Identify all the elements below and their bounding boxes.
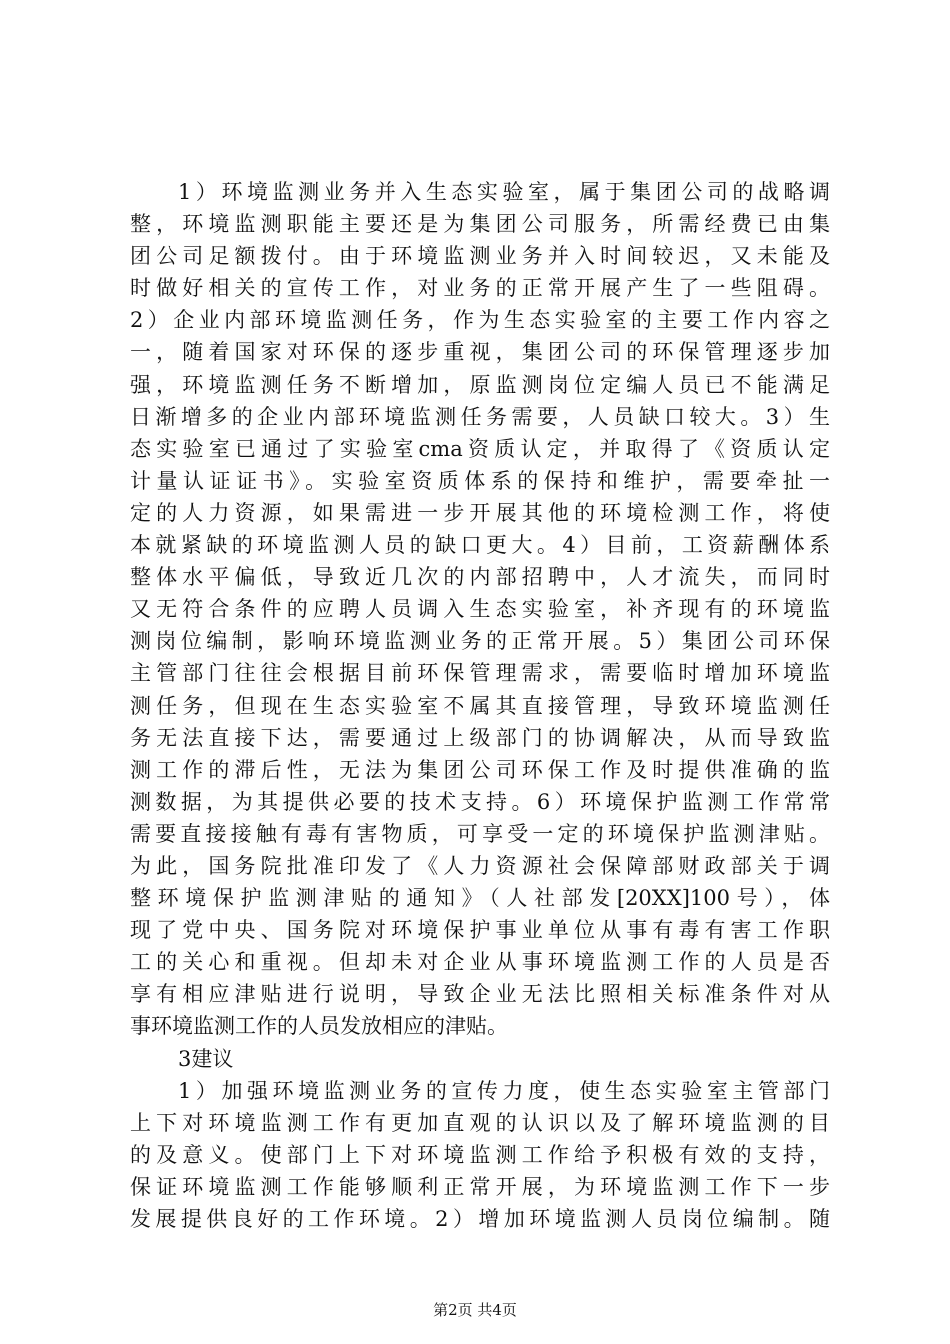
paragraph-line: 需要直接接触有毒有害物质，可享受一定的环境保护监测津贴。 bbox=[130, 821, 830, 846]
paragraph-line: 整，环境监测职能主要还是为集团公司服务，所需经费已由集 bbox=[130, 212, 830, 237]
body-text bbox=[130, 176, 830, 1235]
paragraph-line: 测任务，但现在生态实验室不属其直接管理，导致环境监测任 bbox=[130, 693, 830, 718]
paragraph-line: 享有相应津贴进行说明，导致企业无法比照相关标准条件对从 bbox=[130, 982, 830, 1007]
paragraph-line: 时做好相关的宣传工作，对业务的正常开展产生了一些阻碍。 bbox=[130, 276, 830, 301]
paragraph-line: 整体水平偏低，导致近几次的内部招聘中，人才流失，而同时 bbox=[130, 565, 830, 590]
paragraph-line: 务无法直接下达，需要通过上级部门的协调解决，从而导致监 bbox=[130, 725, 830, 750]
page-number-label: 第2页 共4页 bbox=[433, 1301, 517, 1319]
paragraph-line: 测工作的滞后性，无法为集团公司环保工作及时提供准确的监 bbox=[130, 757, 830, 782]
paragraph-line: 发展提供良好的工作环境。2）增加环境监测人员岗位编制。随 bbox=[130, 1207, 830, 1231]
paragraph-line: 保证环境监测工作能够顺利正常开展，为环境监测工作下一步 bbox=[130, 1174, 830, 1199]
paragraph-line: 本就紧缺的环境监测人员的缺口更大。4）目前，工资薪酬体系 bbox=[130, 533, 830, 558]
paragraph-line: 态实验室已通过了实验室cma资质认定，并取得了《资质认定 bbox=[130, 436, 830, 461]
paragraph-line: 2）企业内部环境监测任务，作为生态实验室的主要工作内容之 bbox=[130, 308, 830, 333]
paragraph-line: 一，随着国家对环保的逐步重视，集团公司的环保管理逐步加 bbox=[130, 340, 830, 365]
paragraph-line: 1）加强环境监测业务的宣传力度，使生态实验室主管部门 bbox=[178, 1078, 830, 1103]
paragraph-line: 日渐增多的企业内部环境监测任务需要，人员缺口较大。3）生 bbox=[130, 404, 830, 429]
paragraph-line: 测岗位编制，影响环境监测业务的正常开展。5）集团公司环保 bbox=[130, 629, 830, 654]
paragraph-line: 现了党中央、国务院对环境保护事业单位从事有毒有害工作职 bbox=[130, 918, 830, 943]
paragraph-line: 1）环境监测业务并入生态实验室，属于集团公司的战略调 bbox=[178, 180, 830, 204]
paragraph-line: 强，环境监测任务不断增加，原监测岗位定编人员已不能满足 bbox=[130, 372, 830, 397]
paragraph-line: 的及意义。使部门上下对环境监测工作给予积极有效的支持， bbox=[130, 1142, 830, 1167]
paragraph-line: 工的关心和重视。但却未对企业从事环境监测工作的人员是否 bbox=[130, 950, 830, 975]
paragraph-line: 又无符合条件的应聘人员调入生态实验室，补齐现有的环境监 bbox=[130, 597, 830, 622]
paragraph-line: 事环境监测工作的人员发放相应的津贴。 bbox=[130, 1014, 508, 1039]
paragraph-line: 计量认证证书》。实验室资质体系的保持和维护，需要牵扯一 bbox=[130, 468, 830, 493]
paragraph-line: 上下对环境监测工作有更加直观的认识以及了解环境监测的目 bbox=[130, 1110, 830, 1135]
paragraph-line: 主管部门往往会根据目前环保管理需求，需要临时增加环境监 bbox=[130, 661, 830, 686]
paragraph-line: 整环境保护监测津贴的通知》（人社部发[20XX]100号），体 bbox=[130, 886, 830, 911]
page-footer bbox=[0, 1300, 950, 1320]
paragraph-line: 团公司足额拨付。由于环境监测业务并入时间较迟，又未能及 bbox=[130, 244, 830, 269]
paragraph-line: 定的人力资源，如果需进一步开展其他的环境检测工作，将使 bbox=[130, 500, 830, 525]
paragraph-line: 测数据，为其提供必要的技术支持。6）环境保护监测工作常常 bbox=[130, 789, 830, 814]
paragraph-line: 为此，国务院批准印发了《人力资源社会保障部财政部关于调 bbox=[130, 853, 830, 878]
section-heading: 3建议 bbox=[178, 1046, 234, 1071]
